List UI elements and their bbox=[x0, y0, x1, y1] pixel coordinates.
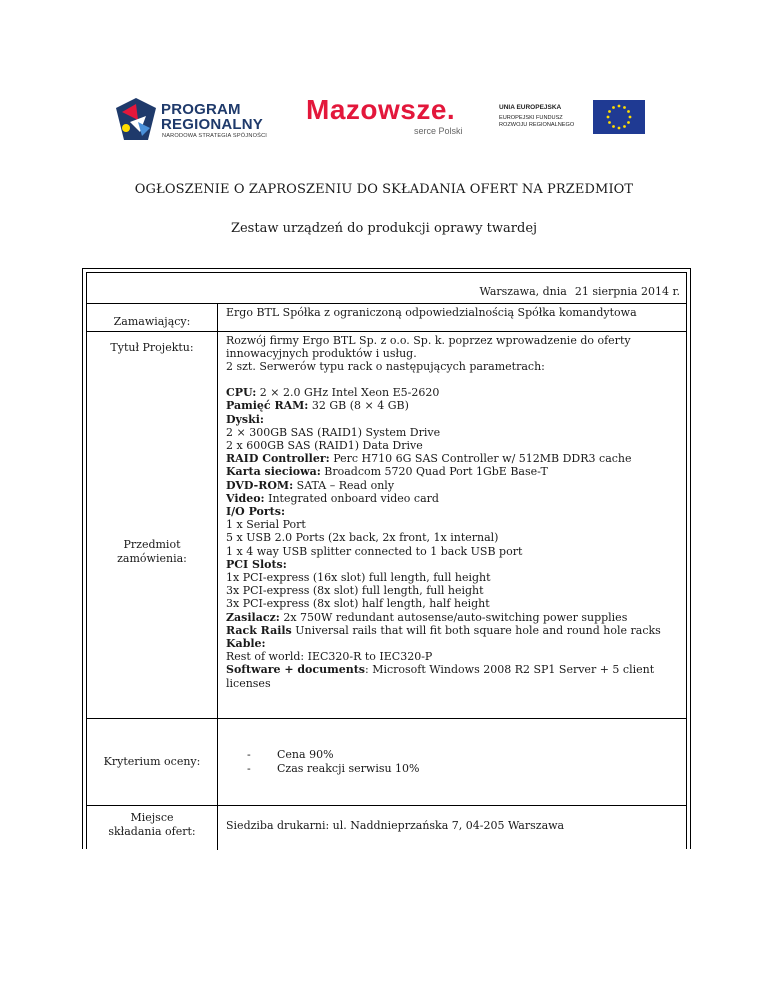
program-regionalny-emblem-icon bbox=[116, 98, 156, 140]
spec-intro: 2 szt. Serwerów typu rack o następujących parametrach: bbox=[226, 360, 545, 373]
zamawiajacy-text: Ergo BTL Spółka z ograniczoną odpowiedzialnością Spółka komandytowa bbox=[226, 306, 637, 319]
spec-disk-2: 2 x 600GB SAS (RAID1) Data Drive bbox=[226, 439, 423, 453]
spec-io-1: 1 x Serial Port bbox=[226, 518, 306, 532]
mazowsze-logo bbox=[306, 94, 476, 144]
spec-cables: Rest of world: IEC320-R to IEC320-P bbox=[226, 650, 433, 664]
spec-io-heading: I/O Ports: bbox=[226, 505, 286, 519]
eu-logo-line1: UNIA EUROPEJSKA bbox=[499, 104, 562, 111]
label-zamawiajacy: Zamawiający: bbox=[113, 315, 191, 328]
eu-flag-icon bbox=[593, 100, 645, 134]
miejsce-text: Siedziba drukarni: ul. Naddnieprzańska 7, 04-205 Warszawa bbox=[226, 819, 565, 832]
program-logo-subtitle: NARODOWA STRATEGIA SPÓJNOŚCI bbox=[162, 133, 268, 139]
spec-io-2: 5 x USB 2.0 Ports (2x back, 2x front, 1x internal) bbox=[226, 531, 499, 545]
eu-logo-line3: ROZWOJU REGIONALNEGO bbox=[499, 122, 575, 128]
label-tytul-projektu: Tytuł Projektu: bbox=[110, 341, 194, 354]
spec-dvd: DVD-ROM: SATA – Read only bbox=[226, 478, 395, 492]
row-divider bbox=[87, 303, 686, 304]
spec-ram: Pamięć RAM: 32 GB (8 × 4 GB) bbox=[226, 399, 409, 413]
label-miejsce-skladania-ofert: Miejsce składania ofert: bbox=[108, 811, 196, 838]
spec-psu: Zasilacz: 2x 750W redundant autosense/auto-switching power supplies bbox=[226, 610, 628, 624]
value-zamawiajacy bbox=[226, 306, 680, 319]
offer-table-inner bbox=[86, 272, 687, 849]
date-line bbox=[479, 285, 680, 298]
program-logo-line2: REGIONALNY bbox=[161, 116, 264, 133]
value-przedmiot-zamowienia bbox=[226, 360, 680, 690]
spec-disk-1: 2 × 300GB SAS (RAID1) System Drive bbox=[226, 425, 441, 439]
spec-pci-2: 3x PCI-express (8x slot) full length, full height bbox=[226, 584, 484, 598]
announcement-subject: Zestaw urządzeń do produkcji oprawy twardej bbox=[230, 221, 538, 236]
row-divider bbox=[87, 718, 686, 719]
column-divider bbox=[217, 303, 218, 850]
spec-pci-3: 3x PCI-express (8x slot) half length, half height bbox=[226, 597, 490, 611]
value-miejsce-skladania-ofert bbox=[226, 819, 680, 832]
program-logo-line1: PROGRAM bbox=[161, 101, 241, 118]
criterion-price: - Cena 90% bbox=[247, 748, 334, 761]
date-value: 21 sierpnia 2014 r. bbox=[574, 285, 680, 298]
logo-banner bbox=[116, 94, 646, 144]
label-przedmiot-zamowienia: Przedmiot zamówienia: bbox=[117, 538, 187, 565]
spec-pci-1: 1x PCI-express (16x slot) full length, full height bbox=[226, 571, 491, 585]
spec-rails: Rack Rails Universal rails that will fit both square hole and round hole racks bbox=[226, 623, 661, 637]
spec-pci-heading: PCI Slots: bbox=[226, 557, 287, 571]
spec-cpu: CPU: 2 × 2.0 GHz Intel Xeon E5-2620 bbox=[226, 386, 440, 400]
criterion-service-time: - Czas reakcji serwisu 10% bbox=[247, 762, 420, 775]
spec-video: Video: Integrated onboard video card bbox=[226, 491, 439, 505]
row-divider bbox=[87, 805, 686, 806]
tytul-projektu-text: Rozwój firmy Ergo BTL Sp. z o.o. Sp. k. poprzez wprowadzenie do oferty innowacyjnych produktów i usług. bbox=[226, 334, 631, 361]
mazowsze-wordmark: Mazowsze. bbox=[306, 94, 456, 125]
row-divider bbox=[87, 331, 686, 332]
spec-raid: RAID Controller: Perc H710 6G SAS Controller w/ 512MB DDR3 cache bbox=[226, 452, 632, 466]
program-regionalny-logo bbox=[116, 94, 291, 144]
spec-disks-heading: Dyski: bbox=[226, 412, 264, 426]
announcement-title: OGŁOSZENIE O ZAPROSZENIU DO SKŁADANIA OFERT NA PRZEDMIOT bbox=[134, 182, 634, 197]
spec-network: Karta sieciowa: Broadcom 5720 Quad Port 1GbE Base-T bbox=[226, 465, 548, 479]
eu-logo-line2: EUROPEJSKI FUNDUSZ bbox=[499, 115, 563, 121]
spec-io-3: 1 x 4 way USB splitter connected to 1 back USB port bbox=[226, 544, 523, 558]
spec-cables-heading: Kable: bbox=[226, 637, 266, 651]
value-tytul-projektu bbox=[226, 334, 680, 360]
mazowsze-tagline: serce Polski bbox=[414, 126, 463, 136]
spec-software: Software + documents: Microsoft Windows 2008 R2 SP1 Server + 5 client licenses bbox=[226, 663, 655, 690]
label-kryterium-oceny: Kryterium oceny: bbox=[103, 755, 201, 768]
offer-table bbox=[82, 268, 691, 849]
eu-logo bbox=[499, 100, 649, 134]
date-prefix: Warszawa, dnia bbox=[479, 285, 567, 298]
